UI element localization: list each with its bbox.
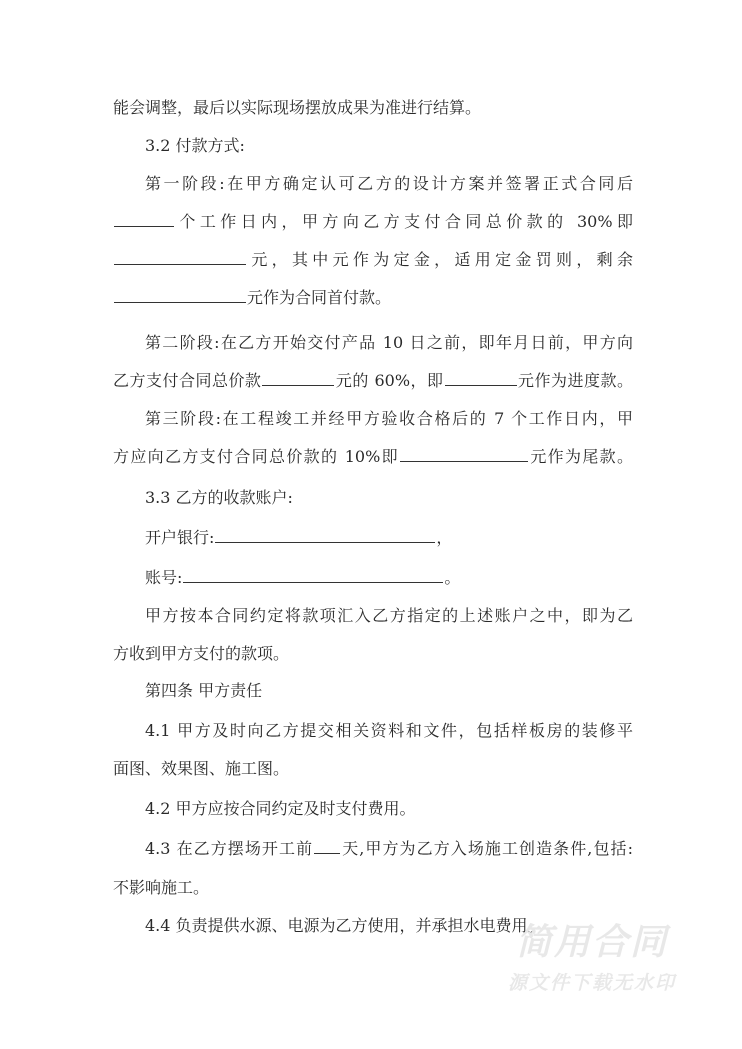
clause-4-2: 4.2 甲方应按合同约定及时支付费用。: [145, 799, 416, 818]
text-span: 。: [444, 568, 461, 587]
text-span: 元，其中元作为定金，适用定金罚则，剩余: [247, 250, 633, 269]
stage-one-line: [113, 286, 633, 310]
fill-blank-days[interactable]: [114, 210, 174, 227]
text-span: 元作为合同首付款。: [247, 288, 392, 307]
section-heading-3-2: 3.2 付款方式:: [145, 136, 245, 155]
clause-4-3: [113, 837, 633, 861]
paragraph-line: 方收到甲方支付的款项。: [113, 644, 290, 663]
watermark-sub: 源文件下载无水印: [507, 972, 676, 994]
fill-blank-account[interactable]: [183, 566, 443, 583]
watermark-main: 简用合同: [515, 922, 668, 963]
watermark: [492, 922, 692, 998]
article-four-heading: 第四条 甲方责任: [145, 681, 263, 700]
clause-4-1: 4.1 甲方及时向乙方提交相关资料和文件，包括样板房的装修平: [145, 721, 633, 740]
text-span: ，: [436, 528, 453, 547]
text-span: 元作为进度款。: [517, 371, 633, 390]
fill-blank-amount[interactable]: [114, 248, 246, 265]
fill-blank-progress-payment[interactable]: [445, 369, 517, 386]
fill-blank-amount[interactable]: [114, 286, 246, 303]
account-label: 账号:: [145, 568, 183, 587]
text-span: 个工作日内，甲方向乙方支付合同总价款的 30%即: [175, 212, 633, 231]
text-span: 元作为尾款。: [528, 447, 633, 466]
text-span: 4.3 在乙方摆场开工前: [145, 839, 314, 858]
stage-two-line: [113, 369, 633, 393]
fill-blank-final-payment[interactable]: [400, 445, 528, 462]
stage-one-line: 第一阶段:在甲方确定认可乙方的设计方案并签署正式合同后: [145, 174, 633, 193]
stage-one-line: [113, 248, 633, 272]
clause-4-4: 4.4 负责提供水源、电源为乙方使用，并承担水电费用。: [145, 916, 544, 935]
stage-three-line: [113, 445, 633, 469]
fill-blank-bank[interactable]: [215, 526, 435, 543]
account-line: [113, 566, 633, 590]
stage-three-line: 第三阶段:在工程竣工并经甲方验收合格后的 7 个工作日内，甲: [145, 409, 633, 428]
text-span: 乙方支付合同总价款: [113, 371, 262, 390]
text-span: 元的 60%，即: [335, 371, 444, 390]
stage-one-line: [113, 210, 633, 234]
section-heading-3-3: 3.3 乙方的收款账户:: [145, 488, 293, 507]
bank-line: [113, 526, 633, 550]
fill-blank-days-before[interactable]: [314, 837, 340, 854]
fill-blank-total-price[interactable]: [262, 369, 334, 386]
clause-4-1-cont: 面图、效果图、施工图。: [113, 759, 290, 778]
paragraph-line: 能会调整，最后以实际现场摆放成果为准进行结算。: [113, 98, 482, 117]
text-span: 方应向乙方支付合同总价款的 10%即: [113, 447, 399, 466]
bank-label: 开户银行:: [145, 528, 215, 547]
paragraph-line: 甲方按本合同约定将款项汇入乙方指定的上述账户之中，即为乙: [145, 606, 633, 625]
stage-two-line: 第二阶段:在乙方开始交付产品 10 日之前，即年月日前，甲方向: [145, 333, 633, 352]
clause-4-3-cont: 不影响施工。: [113, 878, 210, 897]
text-span: 天,甲方为乙方入场施工创造条件,包括:: [341, 839, 633, 858]
